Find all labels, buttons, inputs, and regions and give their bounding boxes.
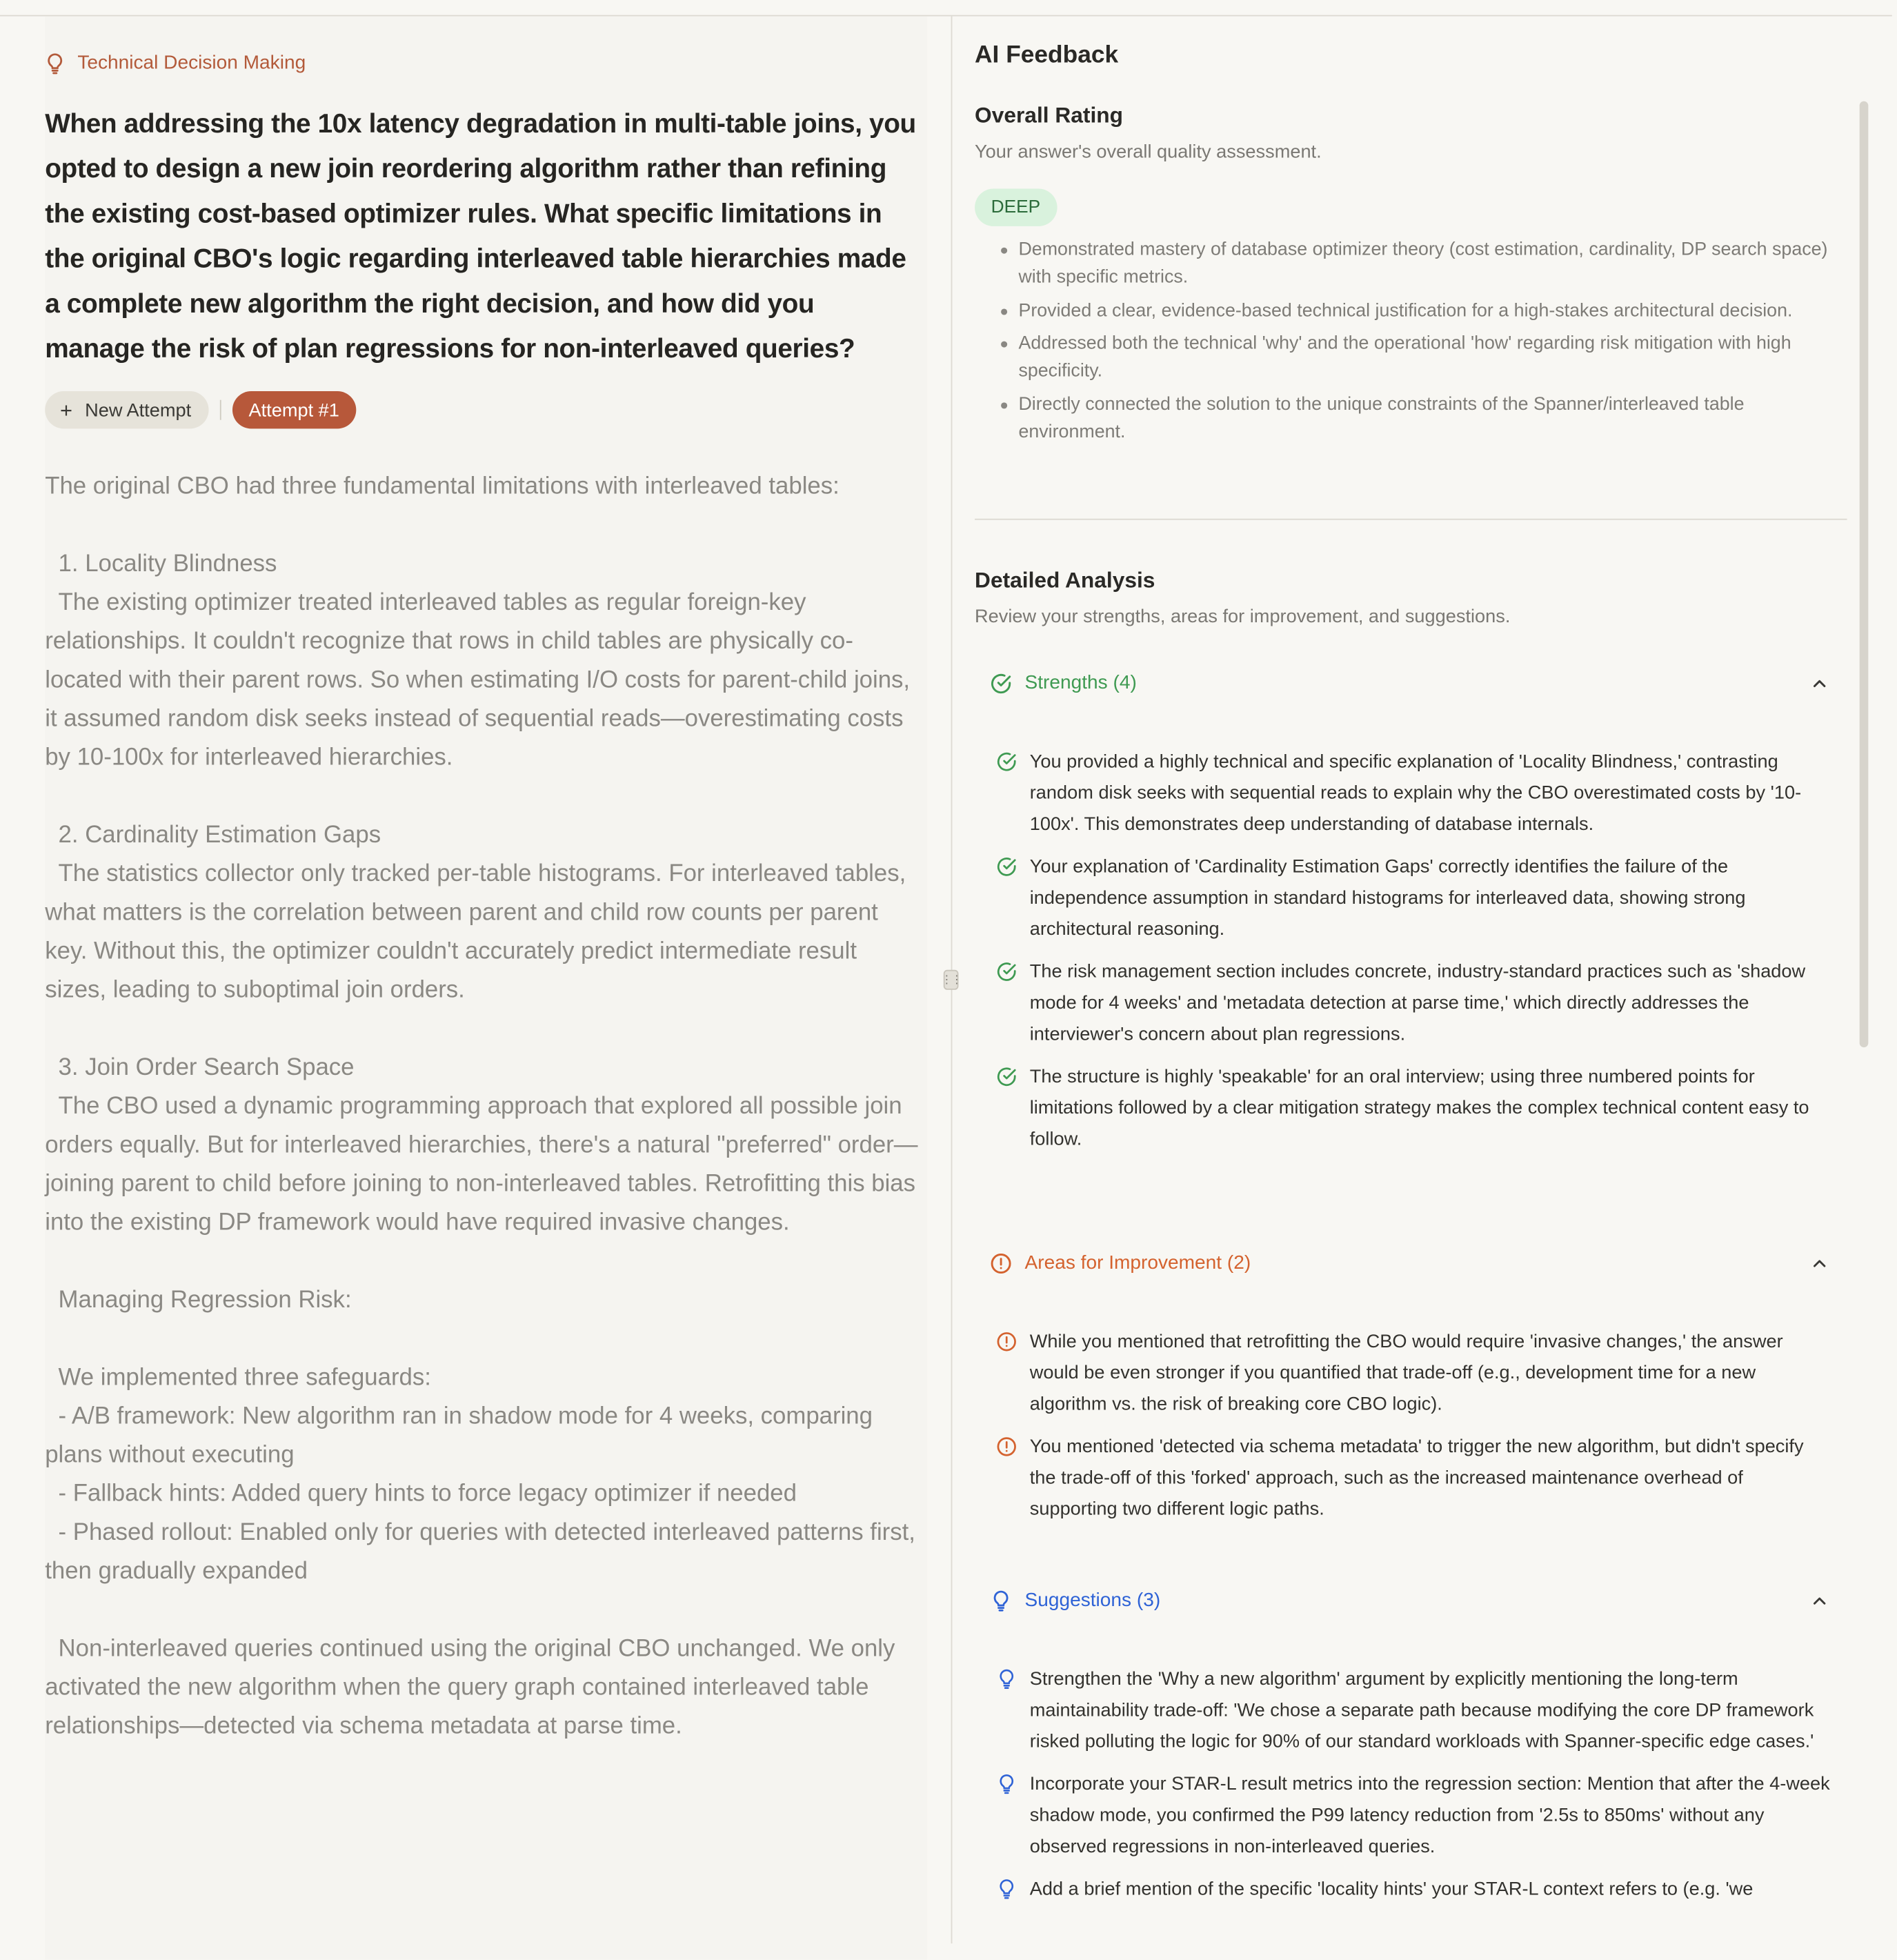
section-divider [975,519,1847,520]
suggestion-item [996,1663,1834,1757]
suggestion-text: Add a brief mention of the specific 'locality hints' your STAR-L context refers to (e.g. 'we [1029,1878,1754,1900]
strength-text: Your explanation of 'Cardinality Estimation Gaps' correctly identifies the failure of the independence assumption in standard histograms for interleaved data, showing strong architectural reasoning. [1029,855,1746,940]
check-circle-icon [996,856,1017,878]
feedback-title: AI Feedback [975,41,1119,69]
overall-point: Directly connected the solution to the unique constraints of the Spanner/interleaved table environment. [975,390,1840,446]
lightbulb-icon [996,1879,1017,1900]
question-text: When addressing the 10x latency degradation in multi-table joins, you opted to design a new join reordering algorithm rather than refining the existing cost-based optimizer rules. What specific limitations in the original CBO's logic regarding interleaved table hierarchies made a complete new algorithm the right decision, and how did you manage the risk of plan regressions for non-interleaved queries? [45,108,916,364]
suggestions-label: Suggestions (3) [1024,1590,1161,1612]
attempt-bar [45,391,355,428]
overall-point: Provided a clear, evidence-based technical justification for a high-stakes architectural decision. [975,297,1840,324]
attempt-label: Attempt #1 [248,399,339,421]
suggestion-text: Strengthen the 'Why a new algorithm' argument by explicitly mentioning the long-term maintainability trade-off: 'We chose a separate path because modifying the core DP framework risked polluting the logic for 90% of our standard workloads with Spanner-specific edge cases.' [1029,1668,1814,1752]
improvements-toggle[interactable] [990,1246,1840,1281]
strength-item [996,851,1834,945]
strength-item [996,956,1834,1050]
improvement-text: While you mentioned that retrofitting the CBO would require 'invasive changes,' the answer would be even stronger if you quantified that trade-off (e.g., development time for a new algorithm vs. the risk of breaking core CBO logic). [1029,1331,1783,1415]
check-circle-icon [996,961,1017,982]
suggestion-item [996,1874,1834,1905]
overall-rating-heading: Overall Rating [975,102,1124,128]
attempt-separator [220,400,221,420]
new-attempt-label: New Attempt [85,399,192,421]
strength-item [996,746,1834,840]
chevron-up-icon[interactable] [1809,673,1829,693]
improvement-text: You mentioned 'detected via schema metadata' to trigger the new algorithm, but didn't specify the trade-off of this 'forked' approach, such as the increased maintenance overhead of supporting two different logic paths. [1029,1436,1804,1520]
suggestions-list [996,1663,1834,1916]
suggestions-toggle[interactable] [990,1583,1840,1619]
overall-rating-subtitle: Your answer's overall quality assessment. [975,141,1322,163]
feedback-panel[interactable] [952,17,1897,1943]
overall-points [975,236,1840,451]
suggestion-item [996,1768,1834,1862]
overall-point: Addressed both the technical 'why' and the operational 'how' regarding risk mitigation with high specificity. [975,330,1840,385]
alert-circle-icon [990,1252,1013,1275]
plus-icon: + [59,397,72,422]
detailed-analysis-subtitle: Review your strengths, areas for improvement, and suggestions. [975,606,1511,628]
lightbulb-icon [996,1774,1017,1795]
strength-text: The structure is highly 'speakable' for an oral interview; using three numbered points for limitations followed by a clear mitigation strategy makes the complex technical content easy to follow. [1029,1066,1809,1150]
improvements-label: Areas for Improvement (2) [1024,1252,1251,1274]
lightbulb-icon [996,1668,1017,1690]
answer-text: The original CBO had three fundamental limitations with interleaved tables: 1. Locality Blindness The existing optimizer treated interleaved tables as regular foreign-key relationships. It couldn't recognize that rows in child tables are physically co-located with their parent rows. So when estimating I/O costs for parent-child joins, it assumed random disk seeks instead of sequential reads—overestimating costs by 10-100x for interleaved hierarchies. 2. Cardinality Estimation Gaps The statistics collector only tracked per-table histograms. For interleaved tables, what matters is the correlation between parent and child row counts per parent key. Without this, the optimizer couldn't accurately predict intermediate result sizes, leading to suboptimal join orders. 3. Join Order Search Space The CBO used a dynamic programming approach that explored all possible join orders equally. But for interleaved hierarchies, there's a natural "preferred" order—joining parent to child before joining to non-interleaved tables. Retrofitting this bias into the existing DP framework would have required invasive changes. Managing Regression Risk: We implemented three safeguards: - A/B framework: New algorithm ran in shadow mode for 4 weeks, comparing plans without executing - Fallback hints: Added query hints to force legacy optimizer if needed - Phased rollout: Enabled only for queries with detected interleaved patterns first, then gradually expanded Non-interleaved queries continued using the original CBO unchanged. We only activated the new algorithm when the query graph contained interleaved table relationships—detected via schema metadata at parse time. [45,473,918,1740]
strength-text: You provided a highly technical and specific explanation of 'Locality Blindness,' contrasting random disk seeks with sequential reads to explain why the CBO overestimated costs by '10-100x'. This demonstrates deep understanding of database internals. [1029,751,1802,835]
detailed-analysis-heading: Detailed Analysis [975,567,1155,593]
improvement-item [996,1326,1834,1420]
strengths-list [996,746,1834,1167]
category-text: Technical Decision Making [77,52,306,74]
attempt-1-tab[interactable] [232,391,356,428]
check-circle-icon [996,1066,1017,1087]
new-attempt-button[interactable] [45,391,208,428]
chevron-up-icon[interactable] [1809,1591,1829,1611]
strengths-toggle[interactable] [990,666,1840,702]
lightbulb-icon [990,1590,1013,1612]
lightbulb-icon [45,52,65,75]
strength-text: The risk management section includes concrete, industry-standard practices such as 'shadow mode for 4 weeks' and 'metadata detection at parse time,' which directly addresses the interviewer's concern about plan regressions. [1029,961,1806,1045]
strengths-label: Strengths (4) [1024,672,1137,694]
strength-item [996,1061,1834,1155]
feedback-scrollbar[interactable] [1860,101,1869,1047]
category-label [45,49,306,79]
alert-circle-icon [996,1436,1017,1458]
overall-point: Demonstrated mastery of database optimizer theory (cost estimation, cardinality, DP search space) with specific metrics. [975,236,1840,291]
check-circle-icon [990,673,1013,695]
alert-circle-icon [996,1331,1017,1352]
rating-badge: DEEP [975,189,1057,226]
improvements-list [996,1326,1834,1536]
improvement-item [996,1431,1834,1525]
grip-icon: ⋮⋮ [941,973,962,986]
check-circle-icon [996,751,1017,773]
question-panel [0,17,951,1960]
chevron-up-icon[interactable] [1809,1254,1829,1274]
suggestion-text: Incorporate your STAR-L result metrics into the regression section: Mention that after the 4-week shadow mode, you confirmed the P99 latency reduction from '2.5s to 850ms' without any observed regressions in non-interleaved queries. [1029,1773,1830,1858]
